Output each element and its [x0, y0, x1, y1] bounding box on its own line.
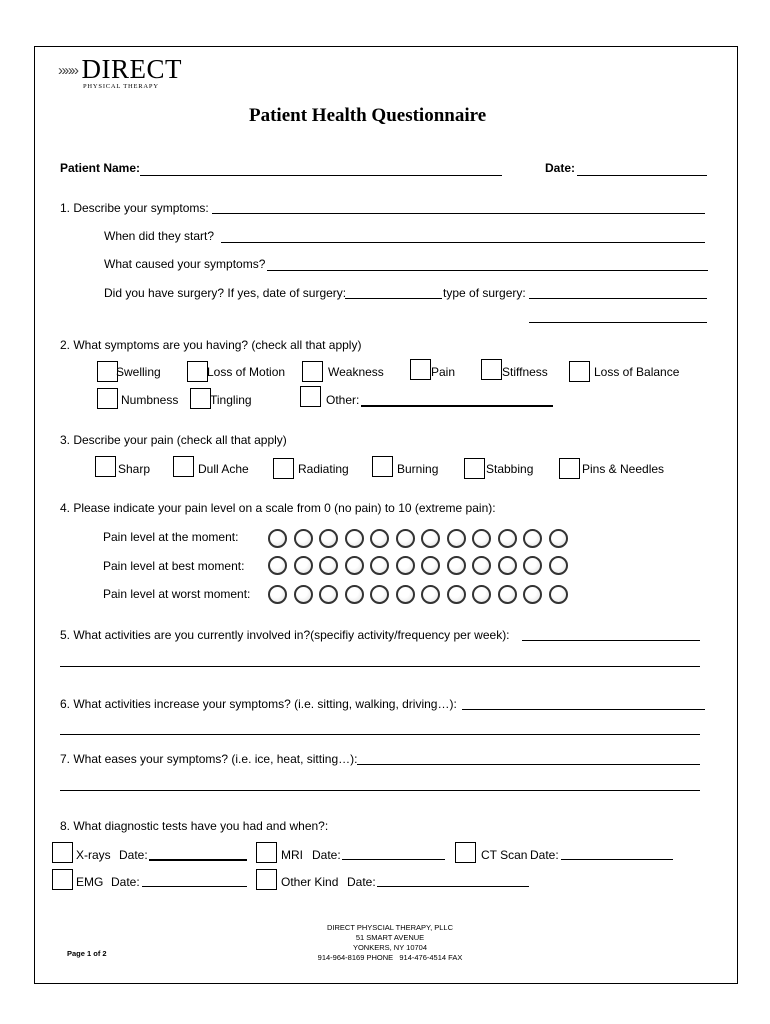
loss-of-motion-checkbox[interactable]: [187, 361, 208, 382]
mri-date-label: Date:: [312, 848, 341, 862]
pain-level-circle[interactable]: [472, 556, 491, 575]
pain-label: Pain: [431, 365, 456, 379]
q1-surgery-type-field[interactable]: [529, 298, 707, 299]
pain-level-circle[interactable]: [294, 556, 313, 575]
loss-of-motion-label: Loss of Motion: [207, 365, 286, 379]
burning-label: Burning: [397, 462, 439, 476]
xray-label: X-rays: [76, 848, 111, 862]
ct-scan-date-label: Date:: [530, 848, 559, 862]
pain-level-circle[interactable]: [498, 556, 517, 575]
pain-level-circle[interactable]: [396, 556, 415, 575]
pins-needles-checkbox[interactable]: [559, 458, 580, 479]
xray-date-label: Date:: [119, 848, 148, 862]
loss-of-balance-label: Loss of Balance: [594, 365, 680, 379]
stiffness-label: Stiffness: [502, 365, 548, 379]
page-number: Page 1 of 2: [67, 949, 107, 958]
q1-surgery-date-field[interactable]: [345, 298, 442, 299]
pins-needles-label: Pins & Needles: [582, 462, 665, 476]
emg-checkbox[interactable]: [52, 869, 73, 890]
q5-field[interactable]: [522, 640, 700, 641]
pain-level-circle[interactable]: [549, 556, 568, 575]
other-test-checkbox[interactable]: [256, 869, 277, 890]
pain-level-circle[interactable]: [523, 556, 542, 575]
form-page: [34, 46, 738, 984]
other-checkbox[interactable]: [300, 386, 321, 407]
swelling-label: Swelling: [116, 365, 161, 379]
pain-level-circle[interactable]: [549, 529, 568, 548]
q5-field-2[interactable]: [60, 666, 700, 667]
numbness-label: Numbness: [121, 393, 179, 407]
patient-name-label: Patient Name:: [60, 161, 141, 175]
q6-field[interactable]: [462, 709, 705, 710]
pain-level-circle[interactable]: [268, 556, 287, 575]
pain-level-circle[interactable]: [345, 585, 364, 604]
xray-checkbox[interactable]: [52, 842, 73, 863]
weakness-label: Weakness: [328, 365, 384, 379]
q1-cause-label: What caused your symptoms?: [104, 257, 266, 271]
q1-surgery-label: Did you have surgery? If yes, date of surgery:: [104, 286, 347, 300]
q7-field[interactable]: [357, 764, 700, 765]
stiffness-checkbox[interactable]: [481, 359, 502, 380]
pain-level-circle[interactable]: [396, 585, 415, 604]
pain-level-circle[interactable]: [370, 556, 389, 575]
swelling-checkbox[interactable]: [97, 361, 118, 382]
q3-label: 3. Describe your pain (check all that apply): [60, 433, 287, 447]
q4-label: 4. Please indicate your pain level on a scale from 0 (no pain) to 10 (extreme pain):: [60, 501, 496, 515]
pain-level-circle[interactable]: [421, 585, 440, 604]
date-field[interactable]: [577, 175, 707, 176]
xray-date-field[interactable]: [149, 859, 247, 861]
pain-level-circle[interactable]: [370, 585, 389, 604]
logo-arrows-icon: »»»: [58, 62, 78, 79]
mri-date-field[interactable]: [342, 859, 445, 860]
pain-level-circle[interactable]: [319, 529, 338, 548]
pain-level-circle[interactable]: [549, 585, 568, 604]
logo-subtitle: PHYSICAL THERAPY: [83, 83, 159, 90]
loss-of-balance-checkbox[interactable]: [569, 361, 590, 382]
pain-level-circle[interactable]: [523, 585, 542, 604]
pain-checkbox[interactable]: [410, 359, 431, 380]
pain-level-circle[interactable]: [472, 529, 491, 548]
q1-label: 1. Describe your symptoms:: [60, 201, 209, 215]
sharp-checkbox[interactable]: [95, 456, 116, 477]
pain-level-circle[interactable]: [421, 556, 440, 575]
date-label: Date:: [545, 161, 576, 175]
pain-level-circle[interactable]: [421, 529, 440, 548]
radiating-checkbox[interactable]: [273, 458, 294, 479]
pain-level-circle[interactable]: [447, 529, 466, 548]
q1-extra-field[interactable]: [529, 322, 707, 323]
q1-start-field[interactable]: [221, 242, 705, 243]
pain-level-circle[interactable]: [294, 529, 313, 548]
pain-worst-label: Pain level at worst moment:: [103, 587, 251, 601]
mri-label: MRI: [281, 848, 303, 862]
ct-scan-checkbox[interactable]: [455, 842, 476, 863]
pain-level-circle[interactable]: [498, 529, 517, 548]
pain-level-circle[interactable]: [472, 585, 491, 604]
q6-label: 6. What activities increase your symptoms? (i.e. sitting, walking, driving…):: [60, 697, 457, 711]
pain-level-circle[interactable]: [447, 556, 466, 575]
footer-phones: 914-964-8169 PHONE 914-476-4514 FAX: [317, 953, 463, 962]
dull-ache-label: Dull Ache: [198, 462, 249, 476]
pain-level-circle[interactable]: [447, 585, 466, 604]
q6-field-2[interactable]: [60, 734, 700, 735]
patient-name-field[interactable]: [140, 175, 502, 176]
dull-ache-checkbox[interactable]: [173, 456, 194, 477]
pain-best-label: Pain level at best moment:: [103, 559, 245, 573]
pain-level-circle[interactable]: [345, 529, 364, 548]
q7-label: 7. What eases your symptoms? (i.e. ice, heat, sitting…):: [60, 752, 358, 766]
footer-address: [270, 923, 510, 963]
pain-level-circle[interactable]: [370, 529, 389, 548]
mri-checkbox[interactable]: [256, 842, 277, 863]
footer-city: YONKERS, NY 10704: [352, 943, 428, 952]
q7-field-2[interactable]: [60, 790, 700, 791]
q5-label: 5. What activities are you currently involved in?(specifiy activity/frequency per week):: [60, 628, 510, 642]
q1-symptoms-field[interactable]: [212, 213, 705, 214]
other-test-date-label: Date:: [347, 875, 376, 889]
emg-label: EMG: [76, 875, 104, 889]
emg-date-label: Date:: [111, 875, 140, 889]
q1-cause-field[interactable]: [267, 270, 708, 271]
pain-level-circle[interactable]: [319, 585, 338, 604]
weakness-checkbox[interactable]: [302, 361, 323, 382]
stabbing-checkbox[interactable]: [464, 458, 485, 479]
pain-level-circle[interactable]: [396, 529, 415, 548]
sharp-label: Sharp: [118, 462, 151, 476]
logo-name: DIRECT: [81, 54, 182, 84]
other-label: Other:: [326, 393, 360, 407]
pain-level-circle[interactable]: [268, 529, 287, 548]
other-test-label: Other Kind: [281, 875, 339, 889]
pain-level-circle[interactable]: [498, 585, 517, 604]
stabbing-label: Stabbing: [486, 462, 534, 476]
numbness-checkbox[interactable]: [97, 388, 118, 409]
pain-level-circle[interactable]: [319, 556, 338, 575]
radiating-label: Radiating: [298, 462, 349, 476]
footer-street: 51 SMART AVENUE: [355, 933, 425, 942]
pain-level-circle[interactable]: [268, 585, 287, 604]
q8-label: 8. What diagnostic tests have you had and when?:: [60, 819, 329, 833]
tingling-checkbox[interactable]: [190, 388, 211, 409]
tingling-label: Tingling: [210, 393, 252, 407]
page-title: Patient Health Questionnaire: [249, 105, 487, 126]
ct-scan-label: CT Scan: [481, 848, 528, 862]
q1-surgery-type-label: type of surgery:: [443, 286, 526, 300]
burning-checkbox[interactable]: [372, 456, 393, 477]
footer-company: DIRECT PHYSCIAL THERAPY, PLLC: [326, 923, 454, 932]
pain-level-circle[interactable]: [523, 529, 542, 548]
q2-label: 2. What symptoms are you having? (check all that apply): [60, 338, 362, 352]
other-test-date-field[interactable]: [377, 886, 529, 887]
pain-level-circle[interactable]: [294, 585, 313, 604]
logo: [58, 56, 182, 83]
pain-level-circle[interactable]: [345, 556, 364, 575]
pain-now-label: Pain level at the moment:: [103, 530, 239, 544]
emg-date-field[interactable]: [142, 886, 247, 887]
ct-scan-date-field[interactable]: [561, 859, 673, 860]
other-symptom-field[interactable]: [361, 405, 553, 407]
q1-start-label: When did they start?: [104, 229, 215, 243]
